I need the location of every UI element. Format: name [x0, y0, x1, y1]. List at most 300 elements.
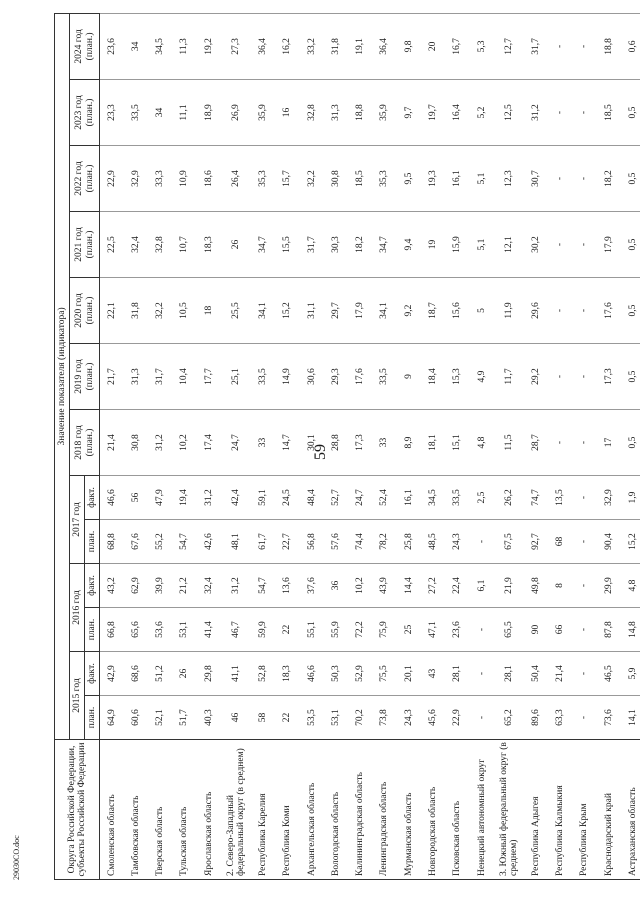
value-cell: 5,3: [470, 13, 494, 79]
value-cell: 29,6: [524, 278, 548, 344]
value-cell: 23,6: [445, 608, 469, 652]
value-cell: 18,6: [197, 146, 221, 212]
region-name-cell: Тульская область: [172, 740, 196, 880]
table-row: [524, 13, 548, 879]
value-cell: 19,4: [172, 476, 196, 520]
table-row: [372, 13, 396, 879]
value-cell: 53,5: [300, 696, 324, 740]
sub-header-fact: факт.: [85, 652, 100, 696]
value-cell: 52,9: [348, 652, 372, 696]
value-cell: 47,1: [421, 608, 445, 652]
value-cell: 22,4: [445, 564, 469, 608]
value-cell: 18,9: [197, 80, 221, 146]
value-cell: 12,1: [494, 212, 524, 278]
table-row: [348, 13, 372, 879]
value-cell: 30,3: [324, 212, 348, 278]
value-cell: 56: [124, 476, 148, 520]
value-cell: 25,8: [397, 520, 421, 564]
value-cell: -: [548, 80, 572, 146]
value-cell: 17,9: [597, 212, 621, 278]
value-cell: 70,2: [348, 696, 372, 740]
value-cell: 30,8: [124, 410, 148, 476]
value-cell: 59,1: [251, 476, 275, 520]
value-cell: 32,9: [597, 476, 621, 520]
value-cell: 17,7: [197, 344, 221, 410]
value-cell: -: [548, 344, 572, 410]
value-cell: 35,9: [251, 80, 275, 146]
value-cell: 31,2: [148, 410, 172, 476]
value-cell: 64,9: [100, 696, 124, 740]
region-name-cell: Астраханская область: [621, 740, 640, 880]
value-cell: 14,9: [275, 344, 299, 410]
value-cell: -: [470, 652, 494, 696]
value-cell: 54,7: [172, 520, 196, 564]
value-cell: 24,7: [348, 476, 372, 520]
year-2017-header: 2017 год: [70, 476, 85, 564]
value-cell: 17,3: [348, 410, 372, 476]
sub-header-fact: факт.: [85, 564, 100, 608]
value-cell: 58: [251, 696, 275, 740]
value-cell: -: [548, 212, 572, 278]
table-row: [148, 13, 172, 879]
value-cell: 31,3: [324, 80, 348, 146]
value-cell: 14,1: [621, 696, 640, 740]
region-name-cell: Калининградская область: [348, 740, 372, 880]
value-cell: 92,7: [524, 520, 548, 564]
value-cell: 26,4: [221, 146, 251, 212]
sub-header-fact: факт.: [85, 476, 100, 520]
value-cell: 62,9: [124, 564, 148, 608]
value-cell: -: [573, 212, 597, 278]
value-cell: 24,5: [275, 476, 299, 520]
region-name-cell: Республика Карелия: [251, 740, 275, 880]
value-cell: 74,4: [348, 520, 372, 564]
value-cell: 30,8: [324, 146, 348, 212]
value-cell: -: [548, 146, 572, 212]
value-cell: 55,1: [300, 608, 324, 652]
value-cell: 55,2: [148, 520, 172, 564]
value-cell: 28,8: [324, 410, 348, 476]
value-cell: 20: [421, 13, 445, 79]
value-cell: 48,4: [300, 476, 324, 520]
value-cell: 19: [421, 212, 445, 278]
value-cell: 16,2: [275, 13, 299, 79]
value-cell: 21,9: [494, 564, 524, 608]
value-cell: 17,4: [197, 410, 221, 476]
value-cell: -: [573, 608, 597, 652]
sub-header-plan: план.: [85, 608, 100, 652]
value-cell: 67,6: [124, 520, 148, 564]
page-number: 59: [312, 444, 329, 460]
value-cell: 36,4: [251, 13, 275, 79]
value-cell: 54,7: [251, 564, 275, 608]
table-row: [548, 13, 572, 879]
value-cell: 11,5: [494, 410, 524, 476]
value-cell: 15,1: [445, 410, 469, 476]
value-cell: 29,7: [324, 278, 348, 344]
value-cell: 16,7: [445, 13, 469, 79]
value-cell: 9: [397, 344, 421, 410]
value-cell: 90: [524, 608, 548, 652]
year-2023-header: 2023 год (план.): [70, 80, 100, 146]
table-row: [597, 13, 621, 879]
value-cell: 9,4: [397, 212, 421, 278]
value-cell: 22,1: [100, 278, 124, 344]
value-cell: 32,8: [300, 80, 324, 146]
region-name-cell: Псковская область: [445, 740, 469, 880]
value-cell: 23,6: [100, 13, 124, 79]
value-cell: 4,8: [621, 564, 640, 608]
value-cell: 46,7: [221, 608, 251, 652]
value-cell: 11,7: [494, 344, 524, 410]
value-cell: 27,3: [221, 13, 251, 79]
value-cell: -: [470, 608, 494, 652]
value-cell: 31,8: [124, 278, 148, 344]
value-cell: 5,1: [470, 212, 494, 278]
value-cell: 17,6: [597, 278, 621, 344]
value-cell: 24,7: [221, 410, 251, 476]
value-cell: 16,1: [445, 146, 469, 212]
value-cell: 60,6: [124, 696, 148, 740]
value-cell: 16,4: [445, 80, 469, 146]
value-cell: 18,5: [597, 80, 621, 146]
value-cell: 25: [397, 608, 421, 652]
year-2024-header: 2024 год (план.): [70, 13, 100, 79]
table-body: [100, 13, 640, 879]
value-cell: 43,2: [100, 564, 124, 608]
value-cell: 56,8: [300, 520, 324, 564]
value-cell: -: [573, 564, 597, 608]
document-file-code: 29030СО.doc: [12, 835, 21, 880]
value-cell: 75,5: [372, 652, 396, 696]
value-cell: 22,7: [275, 520, 299, 564]
value-cell: 21,4: [100, 410, 124, 476]
region-name-cell: Тверская область: [148, 740, 172, 880]
value-cell: 31,2: [197, 476, 221, 520]
value-cell: 18,8: [348, 80, 372, 146]
value-cell: 53,6: [148, 608, 172, 652]
value-cell: 50,4: [524, 652, 548, 696]
value-cell: 13,6: [275, 564, 299, 608]
value-cell: 59,9: [251, 608, 275, 652]
region-name-cell: Республика Крым: [573, 740, 597, 880]
value-cell: 33: [251, 410, 275, 476]
value-cell: 18,3: [197, 212, 221, 278]
value-cell: 51,7: [172, 696, 196, 740]
value-cell: 31,1: [300, 278, 324, 344]
value-cell: 33,2: [300, 13, 324, 79]
value-cell: 18,2: [348, 212, 372, 278]
value-cell: 12,5: [494, 80, 524, 146]
value-cell: -: [470, 696, 494, 740]
value-cell: 6,1: [470, 564, 494, 608]
value-cell: 8: [548, 564, 572, 608]
value-cell: 65,5: [494, 608, 524, 652]
value-cell: 35,9: [372, 80, 396, 146]
value-cell: -: [548, 13, 572, 79]
value-cell: 32,2: [148, 278, 172, 344]
value-cell: 63,3: [548, 696, 572, 740]
value-cell: 48,1: [221, 520, 251, 564]
value-cell: 42,9: [100, 652, 124, 696]
table-row: [573, 13, 597, 879]
table-row: [100, 13, 124, 879]
value-cell: 55,9: [324, 608, 348, 652]
value-cell: 17: [597, 410, 621, 476]
value-cell: 24,3: [445, 520, 469, 564]
value-cell: 34,1: [372, 278, 396, 344]
value-cell: 34,7: [251, 212, 275, 278]
value-cell: 25,5: [221, 278, 251, 344]
value-cell: 8,9: [397, 410, 421, 476]
table-row: [251, 13, 275, 879]
value-cell: 40,3: [197, 696, 221, 740]
region-name-cell: Вологодская область: [324, 740, 348, 880]
value-cell: 41,4: [197, 608, 221, 652]
value-cell: 10,9: [172, 146, 196, 212]
value-cell: 22: [275, 608, 299, 652]
year-2018-header: 2018 год (план.): [70, 410, 100, 476]
value-cell: 41,1: [221, 652, 251, 696]
value-cell: 22,9: [100, 146, 124, 212]
value-cell: 45,6: [421, 696, 445, 740]
value-cell: 36: [324, 564, 348, 608]
value-cell: 50,3: [324, 652, 348, 696]
value-cell: 26,9: [221, 80, 251, 146]
region-name-cell: Республика Коми: [275, 740, 299, 880]
indicator-table: [54, 13, 640, 880]
table-row: [421, 13, 445, 879]
region-name-cell: Ярославская область: [197, 740, 221, 880]
value-cell: -: [573, 278, 597, 344]
rotated-table-container: [54, 20, 638, 880]
value-cell: 0,5: [621, 212, 640, 278]
value-cell: 52,7: [324, 476, 348, 520]
value-cell: 22,5: [100, 212, 124, 278]
value-cell: 30,7: [524, 146, 548, 212]
value-cell: 53,1: [172, 608, 196, 652]
year-2015-header: 2015 год: [70, 652, 85, 740]
value-cell: 46: [221, 696, 251, 740]
value-cell: 18,8: [597, 13, 621, 79]
value-cell: 18,2: [597, 146, 621, 212]
value-cell: 9,7: [397, 80, 421, 146]
value-cell: 14,4: [397, 564, 421, 608]
value-cell: 46,6: [100, 476, 124, 520]
year-2016-header: 2016 год: [70, 564, 85, 652]
value-cell: 5,1: [470, 146, 494, 212]
value-cell: 32,8: [148, 212, 172, 278]
value-cell: 34: [124, 13, 148, 79]
value-cell: 34,5: [421, 476, 445, 520]
value-cell: 11,3: [172, 13, 196, 79]
value-cell: -: [573, 652, 597, 696]
value-cell: 31,7: [300, 212, 324, 278]
value-cell: 66,8: [100, 608, 124, 652]
value-cell: 1,9: [621, 476, 640, 520]
value-cell: 32,9: [124, 146, 148, 212]
value-cell: 9,8: [397, 13, 421, 79]
value-cell: 4,9: [470, 344, 494, 410]
value-cell: 33,5: [124, 80, 148, 146]
value-cell: 29,8: [197, 652, 221, 696]
value-cell: 30,2: [524, 212, 548, 278]
value-cell: 26,2: [494, 476, 524, 520]
value-cell: 89,6: [524, 696, 548, 740]
value-cell: 31,2: [221, 564, 251, 608]
value-cell: 37,6: [300, 564, 324, 608]
value-cell: 18,7: [421, 278, 445, 344]
table-row: [397, 13, 421, 879]
value-cell: 21,4: [548, 652, 572, 696]
value-cell: -: [573, 344, 597, 410]
value-cell: 22: [275, 696, 299, 740]
value-cell: 26: [172, 652, 196, 696]
sub-header-plan: план.: [85, 520, 100, 564]
value-cell: 24,3: [397, 696, 421, 740]
value-cell: 16: [275, 80, 299, 146]
value-cell: 13,5: [548, 476, 572, 520]
value-cell: 32,4: [197, 564, 221, 608]
value-cell: 74,7: [524, 476, 548, 520]
value-cell: 31,7: [524, 13, 548, 79]
value-cell: 28,1: [494, 652, 524, 696]
value-cell: -: [548, 410, 572, 476]
value-cell: 46,6: [300, 652, 324, 696]
value-cell: 15,7: [275, 146, 299, 212]
table-row: [470, 13, 494, 879]
value-cell: 21,7: [100, 344, 124, 410]
value-cell: 15,3: [445, 344, 469, 410]
region-name-cell: Тамбовская область: [124, 740, 148, 880]
value-cell: -: [548, 278, 572, 344]
value-cell: 0,5: [621, 146, 640, 212]
value-cell: 30,6: [300, 344, 324, 410]
value-cell: 32,2: [300, 146, 324, 212]
value-cell: 68,6: [124, 652, 148, 696]
table-row: [172, 13, 196, 879]
region-name-cell: Смоленская область: [100, 740, 124, 880]
value-cell: 33: [372, 410, 396, 476]
value-cell: 15,2: [621, 520, 640, 564]
value-cell: 23,3: [100, 80, 124, 146]
value-cell: 28,7: [524, 410, 548, 476]
value-cell: 43: [421, 652, 445, 696]
value-cell: 72,2: [348, 608, 372, 652]
value-cell: 25,1: [221, 344, 251, 410]
year-2021-header: 2021 год (план.): [70, 212, 100, 278]
value-cell: -: [573, 476, 597, 520]
value-cell: 31,8: [324, 13, 348, 79]
value-cell: 16,1: [397, 476, 421, 520]
value-cell: 17,9: [348, 278, 372, 344]
value-cell: 43,9: [372, 564, 396, 608]
value-cell: 21,2: [172, 564, 196, 608]
value-cell: 20,1: [397, 652, 421, 696]
value-cell: 47,9: [148, 476, 172, 520]
value-cell: 66: [548, 608, 572, 652]
region-name-cell: Республика Адыгея: [524, 740, 548, 880]
region-name-cell: Ненецкий автономный округ: [470, 740, 494, 880]
value-cell: -: [573, 146, 597, 212]
value-cell: 78,2: [372, 520, 396, 564]
value-cell: 15,5: [275, 212, 299, 278]
value-cell: 68,8: [100, 520, 124, 564]
value-cell: 39,9: [148, 564, 172, 608]
value-cell: 51,2: [148, 652, 172, 696]
region-name-cell: Краснодарский край: [597, 740, 621, 880]
value-cell: 4,8: [470, 410, 494, 476]
year-2022-header: 2022 год (план.): [70, 146, 100, 212]
indicator-title-header: Значение показателя (индикатора): [55, 13, 70, 739]
value-cell: 18,1: [421, 410, 445, 476]
value-cell: 10,2: [172, 410, 196, 476]
region-name-cell: Архангельская область: [300, 740, 324, 880]
value-cell: 15,6: [445, 278, 469, 344]
value-cell: 34,5: [148, 13, 172, 79]
value-cell: 52,1: [148, 696, 172, 740]
region-name-cell: 2. Северо-Западный федеральный округ (в среднем): [221, 740, 251, 880]
value-cell: 32,4: [124, 212, 148, 278]
table-row: [275, 13, 299, 879]
year-2019-header: 2019 год (план.): [70, 344, 100, 410]
value-cell: 12,3: [494, 146, 524, 212]
value-cell: 19,3: [421, 146, 445, 212]
table-row: [197, 13, 221, 879]
value-cell: 35,3: [372, 146, 396, 212]
region-name-cell: Новгородская область: [421, 740, 445, 880]
value-cell: 11,9: [494, 278, 524, 344]
value-cell: 30,1: [300, 410, 324, 476]
value-cell: 49,8: [524, 564, 548, 608]
value-cell: 36,4: [372, 13, 396, 79]
value-cell: 0,5: [621, 80, 640, 146]
value-cell: 65,2: [494, 696, 524, 740]
table-row: [221, 13, 251, 879]
value-cell: 65,6: [124, 608, 148, 652]
table-row: [494, 13, 524, 879]
value-cell: 18: [197, 278, 221, 344]
sub-header-plan: план.: [85, 696, 100, 740]
value-cell: 19,1: [348, 13, 372, 79]
table-row: [445, 13, 469, 879]
value-cell: 31,3: [124, 344, 148, 410]
value-cell: 67,5: [494, 520, 524, 564]
value-cell: 34,1: [251, 278, 275, 344]
value-cell: -: [573, 520, 597, 564]
value-cell: 29,9: [597, 564, 621, 608]
value-cell: 33,5: [372, 344, 396, 410]
value-cell: 22,9: [445, 696, 469, 740]
value-cell: 18,4: [421, 344, 445, 410]
value-cell: 90,4: [597, 520, 621, 564]
value-cell: 33,3: [148, 146, 172, 212]
value-cell: 31,7: [148, 344, 172, 410]
value-cell: 0,5: [621, 410, 640, 476]
value-cell: -: [573, 80, 597, 146]
value-cell: 0,6: [621, 13, 640, 79]
value-cell: 11,1: [172, 80, 196, 146]
region-name-cell: Республика Калмыкия: [548, 740, 572, 880]
value-cell: 14,8: [621, 608, 640, 652]
value-cell: 33,5: [251, 344, 275, 410]
table-row: [621, 13, 640, 879]
value-cell: 28,1: [445, 652, 469, 696]
value-cell: 87,8: [597, 608, 621, 652]
value-cell: -: [573, 410, 597, 476]
value-cell: 27,2: [421, 564, 445, 608]
year-2020-header: 2020 год (план.): [70, 278, 100, 344]
